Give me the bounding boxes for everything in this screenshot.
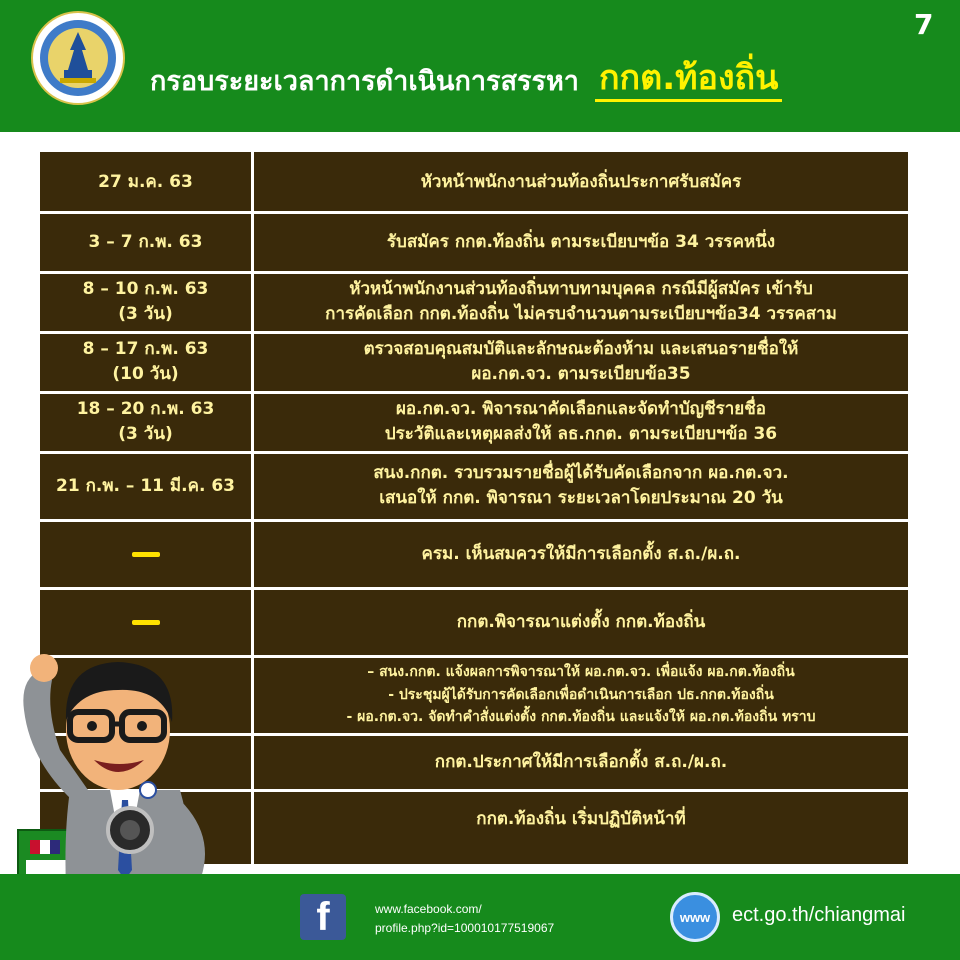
dash-icon xyxy=(132,620,160,625)
schedule-description-line: สนง.กกต. รวบรวมรายชื่อผู้ได้รับคัดเลือกจาก ผอ.กต.จว. xyxy=(373,463,789,484)
schedule-description-line: เสนอให้ กกต. พิจารณา ระยะเวลาโดยประมาณ 20 วัน xyxy=(379,488,783,508)
table-row xyxy=(40,152,908,212)
schedule-description xyxy=(254,152,908,212)
schedule-date xyxy=(40,520,251,588)
schedule-description-line: กกต.ประกาศให้มีการเลือกตั้ง ส.ถ./ผ.ถ. xyxy=(434,751,728,772)
emblem-logo xyxy=(30,10,126,106)
schedule-date xyxy=(40,392,251,452)
schedule-date xyxy=(40,212,251,272)
schedule-description xyxy=(254,588,908,656)
page-title: กรอบระยะเวลาการดำเนินการสรรหา xyxy=(150,66,579,97)
website-link[interactable]: ect.go.th/chiangmai xyxy=(732,904,906,926)
table-row xyxy=(40,332,908,392)
schedule-date-line: (10 วัน) xyxy=(112,364,179,384)
schedule-date-line: (3 วัน) xyxy=(118,304,173,324)
www-globe-icon[interactable]: www xyxy=(670,892,720,942)
schedule-description xyxy=(254,212,908,272)
schedule-description-line: รับสมัคร กกต.ท้องถิ่น ตามระเบียบฯข้อ 34 วรรคหนึ่ง xyxy=(386,231,776,252)
facebook-icon[interactable]: f xyxy=(300,894,346,940)
schedule-description-line: กกต.ท้องถิ่น เริ่มปฏิบัติหน้าที่ xyxy=(476,808,686,829)
facebook-link-line1: www.facebook.com/ xyxy=(375,902,482,916)
schedule-description-line: ประวัติและเหตุผลส่งให้ ลธ.กกต. ตามระเบียบฯข้อ 36 xyxy=(384,424,778,444)
table-row xyxy=(40,520,908,588)
header xyxy=(0,0,960,132)
schedule-description-line: – สนง.กกต. แจ้งผลการพิจารณาให้ ผอ.กต.จว. เพื่อแจ้ง ผอ.กต.ท้องถิ่น xyxy=(367,664,795,681)
table-row xyxy=(40,212,908,272)
schedule-description-line: กกต.พิจารณาแต่งตั้ง กกต.ท้องถิ่น xyxy=(456,611,706,632)
schedule-description-line: หัวหน้าพนักงานส่วนท้องถิ่นประกาศรับสมัคร xyxy=(420,171,742,192)
schedule-description xyxy=(254,452,908,520)
schedule-description xyxy=(254,332,908,392)
facebook-link[interactable] xyxy=(375,900,554,937)
schedule-description xyxy=(254,392,908,452)
table-row xyxy=(40,392,908,452)
schedule-date-line: 3 – 7 ก.พ. 63 xyxy=(88,231,203,252)
table-row xyxy=(40,452,908,520)
schedule-description-line: การคัดเลือก กกต.ท้องถิ่น ไม่ครบจำนวนตามระเบียบฯข้อ34 วรรคสาม xyxy=(325,304,837,324)
schedule-description-line: ตรวจสอบคุณสมบัติและลักษณะต้องห้าม และเสนอรายชื่อให้ xyxy=(363,339,799,360)
schedule-description xyxy=(254,656,908,734)
schedule-description-line: ผอ.กต.จว. ตามระเบียบข้อ35 xyxy=(471,364,691,384)
facebook-link-line2: profile.php?id=100010177519067 xyxy=(375,920,555,935)
schedule-description-line: - ผอ.กต.จว. จัดทำคำสั่งแต่งตั้ง กกต.ท้องถิ่น และแจ้งให้ ผอ.กต.ท้องถิ่น ทราบ xyxy=(346,709,816,726)
schedule-description-line: - ประชุมผู้ได้รับการคัดเลือกเพื่อดำเนินการเลือก ปธ.กกต.ท้องถิ่น xyxy=(388,686,774,703)
schedule-date xyxy=(40,452,251,520)
schedule-description xyxy=(254,734,908,790)
schedule-date xyxy=(40,152,251,212)
schedule-description xyxy=(254,272,908,332)
schedule-date-line: (3 วัน) xyxy=(118,424,173,444)
page-number: 7 xyxy=(914,8,934,41)
page-title-accent: กกต.ท้องถิ่น xyxy=(595,60,782,102)
schedule-description-line: หัวหน้าพนักงานส่วนท้องถิ่นทาบทามบุคคล กรณีมีผู้สมัคร เข้ารับ xyxy=(349,279,813,300)
schedule-date-line: 8 – 17 ก.พ. 63 xyxy=(82,339,209,360)
schedule-date xyxy=(40,272,251,332)
schedule-description-line: ครม. เห็นสมควรให้มีการเลือกตั้ง ส.ถ./ผ.ถ. xyxy=(421,543,741,564)
dash-icon xyxy=(132,552,160,557)
table-row xyxy=(40,272,908,332)
schedule-description-line: ผอ.กต.จว. พิจารณาคัดเลือกและจัดทำบัญชีรายชื่อ xyxy=(395,399,767,420)
schedule-date-line: 27 ม.ค. 63 xyxy=(98,171,193,192)
schedule-date-line: 21 ก.พ. – 11 มี.ค. 63 xyxy=(56,475,235,496)
schedule-date-line: 8 – 10 ก.พ. 63 xyxy=(82,279,209,300)
schedule-description xyxy=(254,790,908,848)
schedule-description xyxy=(254,520,908,588)
footer xyxy=(0,874,960,960)
schedule-date xyxy=(40,332,251,392)
schedule-date-line: 18 – 20 ก.พ. 63 xyxy=(76,399,215,420)
